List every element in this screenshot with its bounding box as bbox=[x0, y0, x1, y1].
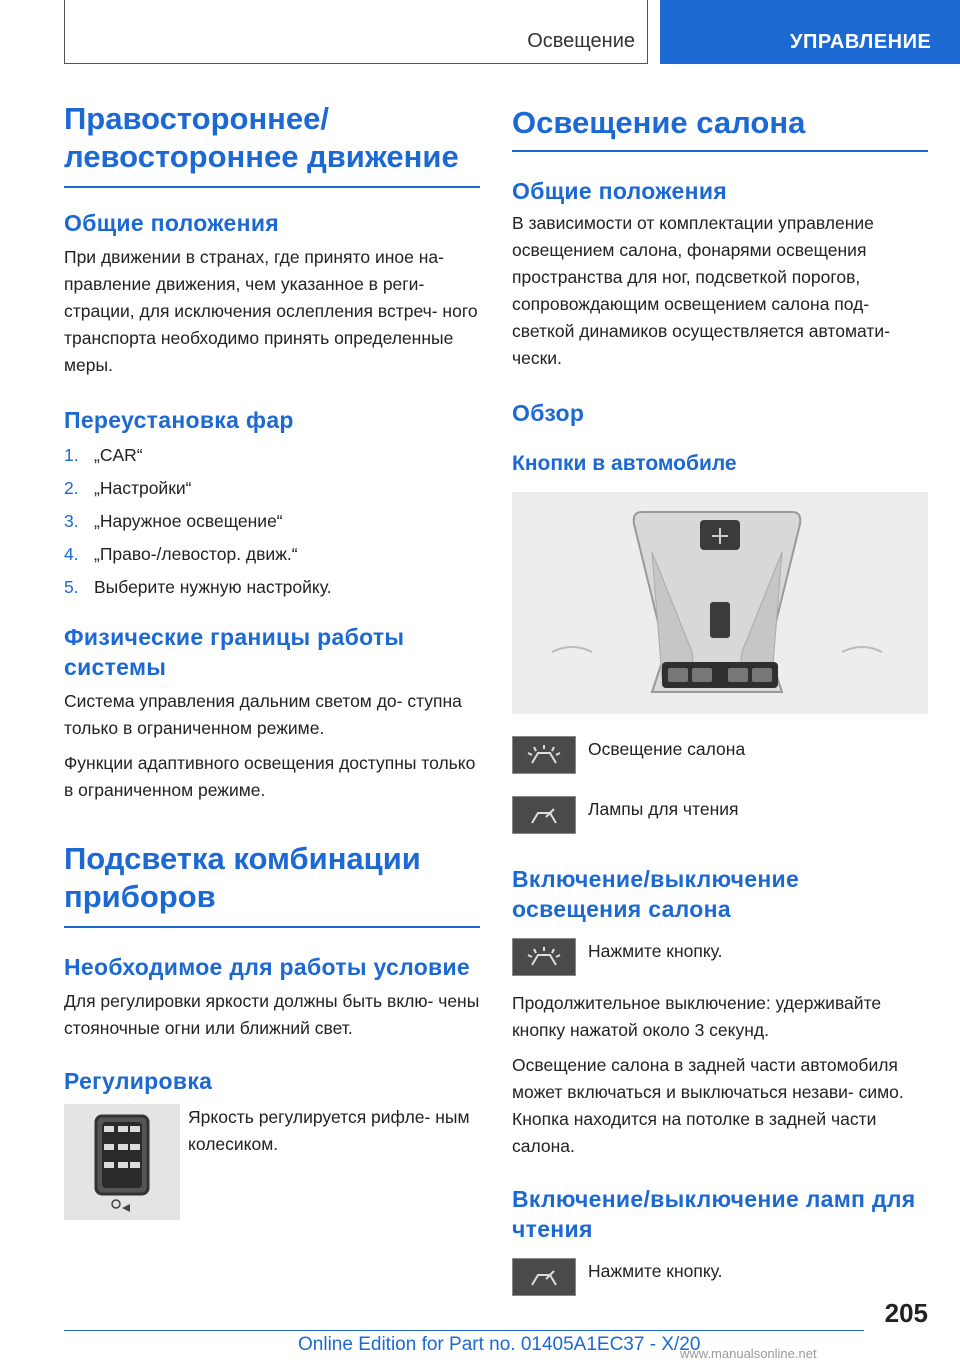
dimmer-wheel-image bbox=[64, 1104, 180, 1220]
page-number: 205 bbox=[884, 1298, 928, 1328]
traffic-title-line2: левостороннее движение bbox=[64, 139, 459, 174]
press-button-text: Нажмите кнопку. bbox=[588, 941, 723, 961]
roof-console-image bbox=[512, 492, 928, 714]
reading-heading: Включение/выключение ламп для чтения bbox=[512, 1186, 916, 1242]
limits-heading: Физические границы работы системы bbox=[64, 624, 405, 680]
traffic-title-line1: Правостороннее/ bbox=[64, 101, 329, 136]
interior-divider bbox=[512, 150, 928, 152]
general-heading: Общие положения bbox=[64, 210, 279, 236]
press-button-text: Нажмите кнопку. bbox=[588, 1261, 723, 1281]
interior-general-text: В зависимости от комплектации управление освещением салона, фонарями освещения пространства для ног, подсветкой порогов, сопровождающим освещением салона под- светкой динамиков осуществляется автомати- чески. bbox=[512, 213, 890, 368]
header-section-title: Освещение bbox=[527, 30, 635, 52]
cluster-title bbox=[64, 840, 480, 916]
header-section-box bbox=[64, 0, 648, 64]
adjustment-heading: Регулировка bbox=[64, 1068, 213, 1094]
legend-label: Лампы для чтения bbox=[588, 799, 739, 819]
requirement-heading: Необходимое для работы условие bbox=[64, 954, 471, 980]
legend-reading-light bbox=[512, 796, 928, 834]
watermark: www.manualsonline.net bbox=[680, 1346, 817, 1361]
list-item: 1. „CAR“ bbox=[64, 445, 143, 465]
header-chapter-tab[interactable] bbox=[660, 0, 960, 64]
list-item: 2. „Настройки“ bbox=[64, 478, 192, 498]
interior-general-heading: Общие положения bbox=[512, 178, 727, 204]
list-item: 5. Выберите нужную настройку. bbox=[64, 577, 332, 597]
requirement-text: Для регулировки яркости должны быть вклю- чены стояночные огни или ближний свет. bbox=[64, 991, 480, 1038]
legend-label: Освещение салона bbox=[588, 739, 746, 759]
reading-light-icon bbox=[512, 796, 576, 834]
interior-light-icon bbox=[512, 938, 576, 976]
title-divider bbox=[64, 186, 480, 188]
headlight-heading: Переустановка фар bbox=[64, 407, 294, 433]
legend-interior-light bbox=[512, 736, 928, 774]
header-chapter-title: УПРАВЛЕНИЕ bbox=[790, 31, 932, 53]
limits-text-1: Система управления дальним светом до- ступна только в ограниченном режиме. bbox=[64, 691, 462, 738]
onoff-heading: Включение/выключение освещения салона bbox=[512, 866, 800, 922]
limits-text-2: Функции адаптивного освещения доступны только в ограниченном режиме. bbox=[64, 753, 476, 800]
edition-text: Online Edition for Part no. 01405A1EC37 - X/20 bbox=[298, 1334, 701, 1355]
overview-heading: Обзор bbox=[512, 400, 585, 426]
interior-light-icon bbox=[512, 736, 576, 774]
steps-list bbox=[64, 439, 480, 604]
onoff-text-1: Продолжительное выключение: удерживайте кнопку нажатой около 3 секунд. bbox=[512, 993, 882, 1040]
onoff-text-2: Освещение салона в задней части автомобиля может включаться и выключаться незави- симо. Кнопка находится на потолке в задней части салона. bbox=[512, 1055, 904, 1156]
buttons-heading: Кнопки в автомобиле bbox=[512, 452, 737, 475]
footer-divider bbox=[64, 1330, 864, 1331]
cluster-title-line1: Подсветка комбинации bbox=[64, 841, 421, 876]
cluster-title-line2: приборов bbox=[64, 879, 216, 914]
adjustment-block bbox=[64, 1104, 480, 1220]
reading-light-icon bbox=[512, 1258, 576, 1296]
list-item: 4. „Право-/левостор. движ.“ bbox=[64, 544, 298, 564]
list-item: 3. „Наружное освещение“ bbox=[64, 511, 283, 531]
general-text: При движении в странах, где принято иное на- правление движения, чем указанное в реги- страции, для исключения ослепления встреч- ного транспорта необходимо принять определенные меры. bbox=[64, 247, 478, 375]
onoff-instruction bbox=[512, 938, 928, 976]
cluster-divider bbox=[64, 926, 480, 928]
adjustment-text: Яркость регулируется рифле- ным колесиком. bbox=[188, 1107, 470, 1154]
traffic-title bbox=[64, 100, 480, 176]
left-column bbox=[64, 100, 480, 1220]
reading-instruction bbox=[512, 1258, 928, 1296]
interior-title: Освещение салона bbox=[512, 105, 806, 140]
right-column bbox=[512, 100, 928, 1296]
